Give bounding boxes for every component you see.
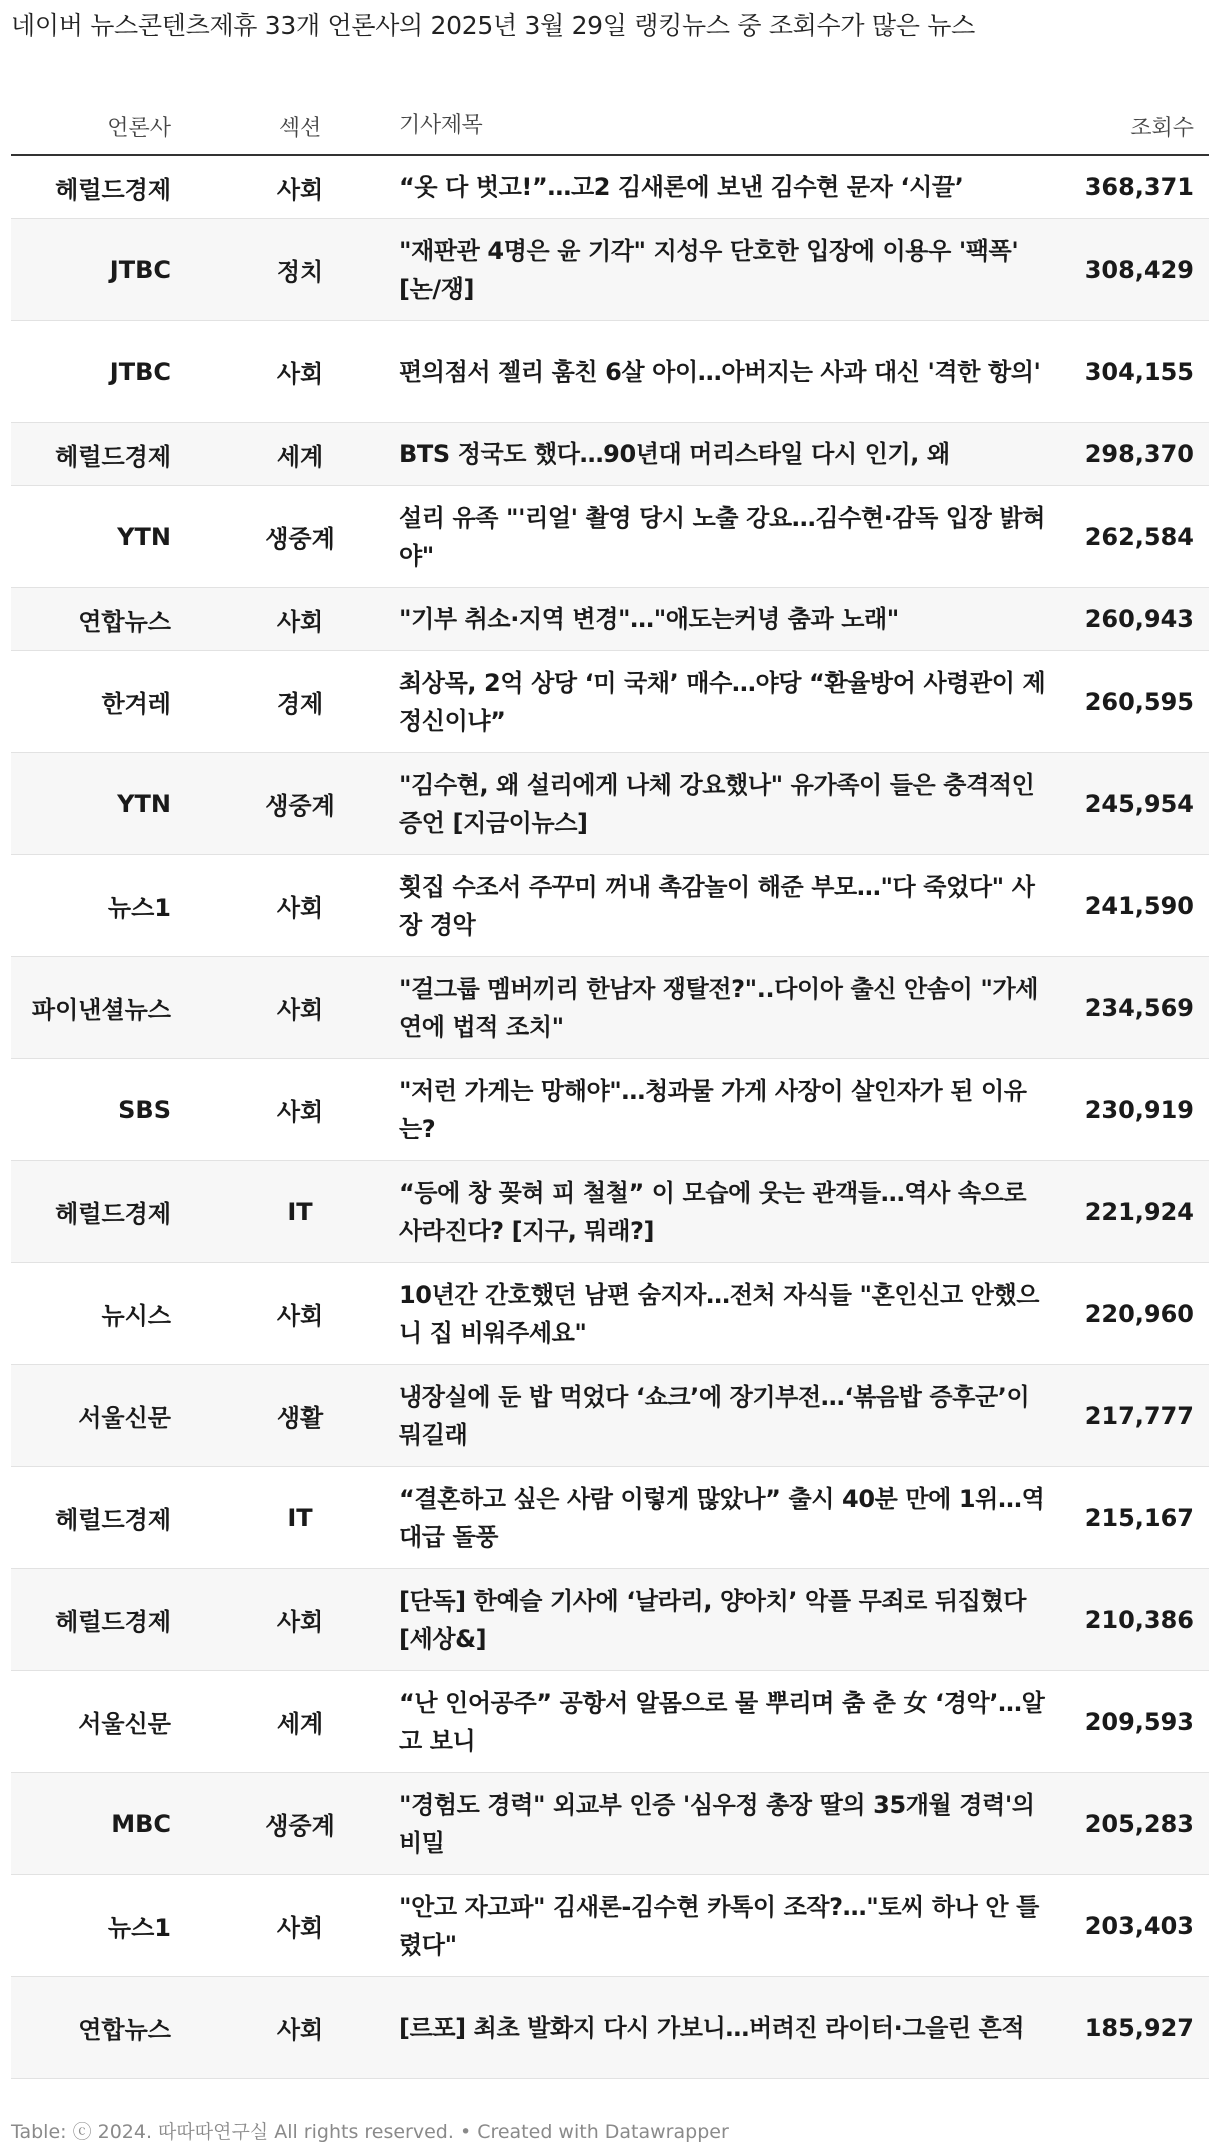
table-row[interactable] bbox=[11, 1365, 1209, 1467]
cell-headline: “난 인어공주” 공항서 알몸으로 물 뿌리며 춤 춘 女 ‘경악’…알고 보니 bbox=[399, 1688, 1045, 1755]
cell-section: 사회 bbox=[276, 894, 324, 922]
table-row[interactable] bbox=[11, 1773, 1209, 1875]
cell-headline: "김수현, 왜 설리에게 나체 강요했나" 유가족이 들은 충격적인 증언 [지금이뉴스] bbox=[399, 770, 1035, 837]
cell-headline: "재판관 4명은 윤 기각" 지성우 단호한 입장에 이용우 '팩폭' [논/쟁] bbox=[399, 236, 1019, 303]
cell-views: 209,593 bbox=[1084, 1707, 1194, 1736]
cell-views: 304,155 bbox=[1084, 357, 1194, 386]
table-header bbox=[11, 98, 1209, 156]
table-row[interactable] bbox=[11, 486, 1209, 588]
cell-views: 260,595 bbox=[1084, 687, 1194, 716]
table-title: 네이버 뉴스콘텐츠제휴 33개 언론사의 2025년 3월 29일 랭킹뉴스 중 조회수가 많은 뉴스 bbox=[11, 11, 975, 40]
cell-publisher: MBC bbox=[111, 1809, 171, 1838]
cell-headline: “등에 창 꽂혀 피 철철” 이 모습에 웃는 관객들…역사 속으로 사라진다? [지구, 뭐래?] bbox=[399, 1178, 1027, 1245]
cell-section: 생중계 bbox=[265, 525, 335, 553]
cell-section: 사회 bbox=[276, 996, 324, 1024]
cell-section: 세계 bbox=[276, 1710, 324, 1738]
table-row[interactable] bbox=[11, 651, 1209, 753]
cell-section: 세계 bbox=[276, 442, 324, 471]
table-row[interactable] bbox=[11, 219, 1209, 321]
cell-views: 217,777 bbox=[1084, 1401, 1194, 1430]
cell-section: IT bbox=[287, 1197, 313, 1226]
cell-publisher: YTN bbox=[117, 522, 171, 551]
cell-publisher: 뉴스1 bbox=[107, 894, 171, 922]
cell-headline: [단독] 한예슬 기사에 ‘날라리, 양아치’ 악플 무죄로 뒤집혔다 [세상&] bbox=[399, 1586, 1027, 1653]
cell-section: 사회 bbox=[276, 1914, 324, 1942]
cell-headline: 설리 유족 "'리얼' 촬영 당시 노출 강요…김수현·감독 입장 밝혀야" bbox=[399, 503, 1045, 570]
cell-section: 사회 bbox=[276, 607, 324, 636]
cell-publisher: 서울신문 bbox=[78, 1404, 171, 1432]
table-row[interactable] bbox=[11, 321, 1209, 423]
table-row[interactable] bbox=[11, 753, 1209, 855]
cell-views: 230,919 bbox=[1084, 1095, 1194, 1124]
ranking-table bbox=[11, 98, 1209, 2079]
cell-views: 245,954 bbox=[1084, 789, 1194, 818]
cell-views: 210,386 bbox=[1084, 1605, 1194, 1634]
cell-publisher: 헤럴드경제 bbox=[55, 442, 171, 471]
cell-views: 262,584 bbox=[1084, 522, 1194, 551]
cell-views: 221,924 bbox=[1084, 1197, 1194, 1226]
cell-section: 사회 bbox=[276, 175, 324, 204]
cell-headline: "안고 자고파" 김새론-김수현 카톡이 조작?…"토씨 하나 안 틀렸다" bbox=[399, 1892, 1039, 1959]
cell-views: 185,927 bbox=[1084, 2013, 1194, 2042]
cell-headline: 냉장실에 둔 밥 먹었다 ‘쇼크’에 장기부전…‘볶음밥 증후군’이 뭐길래 bbox=[399, 1382, 1030, 1449]
table-row[interactable] bbox=[11, 1263, 1209, 1365]
table-body bbox=[11, 156, 1209, 2079]
header-publisher[interactable]: 언론사 bbox=[107, 115, 171, 141]
cell-views: 203,403 bbox=[1084, 1911, 1194, 1940]
cell-section: 사회 bbox=[276, 2016, 324, 2044]
table-row[interactable] bbox=[11, 423, 1209, 486]
table-row[interactable] bbox=[11, 1161, 1209, 1263]
footer-credit: Table: ⓒ 2024. 따따따연구실 All rights reserved. • Created with Datawrapper bbox=[11, 2121, 729, 2143]
header-section[interactable]: 섹션 bbox=[278, 115, 322, 141]
cell-section: 사회 bbox=[276, 1302, 324, 1330]
table-row[interactable] bbox=[11, 588, 1209, 651]
cell-headline: BTS 정국도 했다…90년대 머리스타일 다시 인기, 왜 bbox=[399, 440, 950, 468]
cell-section: 경제 bbox=[276, 690, 324, 718]
cell-headline: 편의점서 젤리 훔친 6살 아이…아버지는 사과 대신 '격한 항의' bbox=[399, 357, 1041, 386]
table-row[interactable] bbox=[11, 1059, 1209, 1161]
cell-section: 생중계 bbox=[265, 792, 335, 820]
cell-headline: "걸그룹 멤버끼리 한남자 쟁탈전?"..다이아 출신 안솜이 "가세연에 법적 조치" bbox=[399, 974, 1039, 1041]
cell-publisher: JTBC bbox=[109, 357, 171, 386]
cell-views: 205,283 bbox=[1084, 1809, 1194, 1838]
cell-headline: “결혼하고 싶은 사람 이렇게 많았나” 출시 40분 만에 1위…역대급 돌풍 bbox=[399, 1484, 1045, 1551]
table-row[interactable] bbox=[11, 1467, 1209, 1569]
cell-views: 215,167 bbox=[1084, 1503, 1194, 1532]
cell-views: 308,429 bbox=[1084, 255, 1194, 284]
header-headline[interactable]: 기사제목 bbox=[399, 113, 483, 138]
cell-section: 생중계 bbox=[265, 1812, 335, 1840]
cell-views: 368,371 bbox=[1084, 173, 1194, 201]
cell-publisher: YTN bbox=[117, 789, 171, 818]
cell-publisher: 연합뉴스 bbox=[78, 2016, 171, 2044]
cell-views: 234,569 bbox=[1084, 993, 1194, 1022]
table-row[interactable] bbox=[11, 1977, 1209, 2079]
cell-section: 정치 bbox=[276, 258, 324, 286]
cell-section: 사회 bbox=[276, 1608, 324, 1636]
cell-publisher: 파이낸셜뉴스 bbox=[31, 996, 171, 1024]
cell-section: 사회 bbox=[276, 360, 324, 388]
cell-publisher: SBS bbox=[118, 1095, 171, 1124]
cell-section: IT bbox=[287, 1503, 313, 1532]
cell-publisher: 헤럴드경제 bbox=[55, 1608, 171, 1636]
cell-headline: [르포] 최초 발화지 다시 가보니…버려진 라이터·그을린 흔적 bbox=[399, 2013, 1025, 2042]
table-row[interactable] bbox=[11, 1569, 1209, 1671]
cell-publisher: 한겨레 bbox=[101, 690, 171, 718]
cell-headline: "저런 가게는 망해야"…청과물 가게 사장이 살인자가 된 이유는? bbox=[399, 1076, 1027, 1143]
cell-section: 생활 bbox=[276, 1404, 324, 1432]
table-row[interactable] bbox=[11, 855, 1209, 957]
table-row[interactable] bbox=[11, 156, 1209, 219]
cell-views: 220,960 bbox=[1084, 1299, 1194, 1328]
cell-headline: 10년간 간호했던 남편 숨지자…전처 자식들 "혼인신고 안했으니 집 비워주세요" bbox=[399, 1280, 1040, 1347]
cell-headline: "기부 취소·지역 변경"…"애도는커녕 춤과 노래" bbox=[399, 605, 899, 633]
cell-publisher: 헤럴드경제 bbox=[55, 1200, 171, 1228]
cell-publisher: JTBC bbox=[109, 255, 171, 284]
table-row[interactable] bbox=[11, 957, 1209, 1059]
header-views[interactable]: 조회수 bbox=[1130, 115, 1194, 141]
cell-publisher: 뉴스1 bbox=[107, 1914, 171, 1942]
cell-headline: 최상목, 2억 상당 ‘미 국채’ 매수…야당 “환율방어 사령관이 제정신이냐” bbox=[399, 668, 1046, 735]
cell-headline: “옷 다 벗고!”…고2 김새론에 보낸 김수현 문자 ‘시끌’ bbox=[399, 173, 964, 201]
table-row[interactable] bbox=[11, 1671, 1209, 1773]
cell-views: 241,590 bbox=[1084, 891, 1194, 920]
cell-headline: "경험도 경력" 외교부 인증 '심우정 총장 딸의 35개월 경력'의 비밀 bbox=[399, 1790, 1035, 1857]
cell-publisher: 헤럴드경제 bbox=[55, 175, 171, 204]
table-row[interactable] bbox=[11, 1875, 1209, 1977]
cell-publisher: 헤럴드경제 bbox=[55, 1506, 171, 1534]
cell-headline: 횟집 수조서 주꾸미 꺼내 촉감놀이 해준 부모…"다 죽었다" 사장 경악 bbox=[399, 872, 1035, 939]
cell-views: 298,370 bbox=[1084, 440, 1194, 468]
cell-views: 260,943 bbox=[1084, 605, 1194, 633]
cell-publisher: 뉴시스 bbox=[101, 1302, 171, 1330]
cell-publisher: 서울신문 bbox=[78, 1710, 171, 1738]
cell-publisher: 연합뉴스 bbox=[78, 607, 171, 636]
cell-section: 사회 bbox=[276, 1098, 324, 1126]
